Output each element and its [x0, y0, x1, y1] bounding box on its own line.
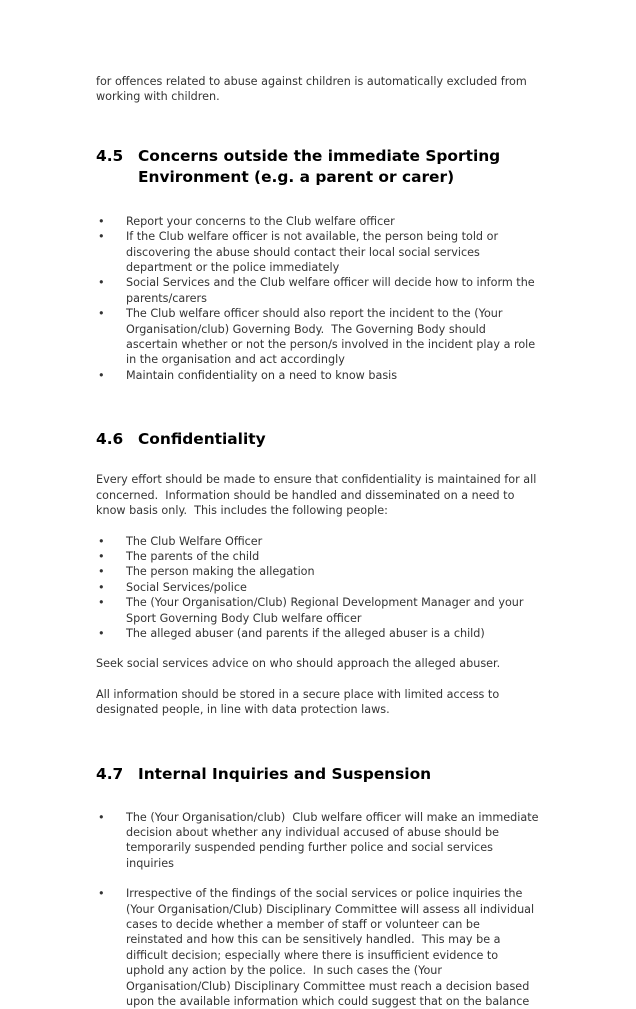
list-item: • The Club Welfare Officer	[96, 534, 540, 549]
closing-paragraphs-4-6	[96, 656, 540, 717]
section-title-4-6: Confidentiality	[138, 430, 266, 449]
spacer	[96, 641, 540, 656]
bullet-list-4-5	[96, 214, 540, 383]
list-item: • If the Club welfare officer is not available, the person being told or discovering the abuse should contact their local social services department or the police immediately	[96, 229, 540, 275]
section-title-4-5: Concerns outside the immediate Sporting Environment (e.g. a parent or carer)	[138, 146, 506, 186]
closing-paragraph-2: All information should be stored in a secure place with limited access to designated people, in line with data protection laws.	[96, 687, 503, 717]
list-item: • The (Your Organisation/Club) Regional Development Manager and your Sport Governing Body Club welfare officer	[96, 595, 540, 626]
section-title-4-7: Internal Inquiries and Suspension	[138, 764, 432, 783]
list-item: • Irrespective of the findings of the social services or police inquiries the (Your Organisation/Club) Disciplinary Committee will assess all individual cases to decide whether a member of staff or volunteer can be reinstated and how this can be sensitively handled. This may be a difficult decision; especially where there is insufficient evidence to uphold any action by the police. In such cases the (Your Organisation/Club) Disciplinary Committee must reach a decision based upon the available information which could suggest that on the balance	[96, 886, 540, 1009]
bullet-list-4-6	[96, 534, 540, 642]
spacer	[96, 188, 540, 214]
list-item: • The person making the allegation	[96, 564, 540, 579]
bullet-list-4-7	[96, 810, 543, 1009]
lead-paragraph-4-6: Every effort should be made to ensure that confidentiality is maintained for all concerned. Information should be handled and disseminated on a need to know basis only. This includes the following people:	[96, 473, 540, 518]
section-number-4-7: 4.7	[96, 764, 124, 783]
list-item: • Maintain confidentiality on a need to know basis	[96, 368, 540, 383]
intro-paragraph: for offences related to abuse against children is automatically excluded from working with children.	[96, 75, 531, 104]
spacer	[96, 718, 540, 764]
list-item: • The Club welfare officer should also report the incident to the (Your Organisation/club) Governing Body. The Governing Body should ascertain whether or not the person/s involved in the incident play a role in the organisation and act accordingly	[96, 306, 540, 368]
spacer	[96, 519, 540, 534]
closing-paragraph-1: Seek social services advice on who should approach the alleged abuser.	[96, 657, 501, 671]
section-heading-4-6	[96, 429, 540, 450]
section-heading-4-7	[96, 764, 540, 785]
list-item: • The alleged abuser (and parents if the alleged abuser is a child)	[96, 626, 540, 641]
spacer	[96, 450, 540, 472]
list-item: • The (Your Organisation/club) Club welfare officer will make an immediate decision about whether any individual accused of abuse should be temporarily suspended pending further police and social services inquiries	[96, 810, 540, 872]
section-number-4-6: 4.6	[96, 430, 124, 449]
list-item: • Social Services and the Club welfare officer will decide how to inform the parents/carers	[96, 275, 540, 306]
section-number-4-5: 4.5	[96, 146, 124, 165]
spacer	[96, 383, 540, 429]
list-item: • Social Services/police	[96, 580, 540, 595]
section-heading-4-5	[96, 146, 540, 188]
list-item: • Report your concerns to the Club welfare officer	[96, 214, 540, 229]
spacer	[96, 105, 540, 146]
spacer	[96, 785, 540, 810]
list-item: • The parents of the child	[96, 549, 540, 564]
